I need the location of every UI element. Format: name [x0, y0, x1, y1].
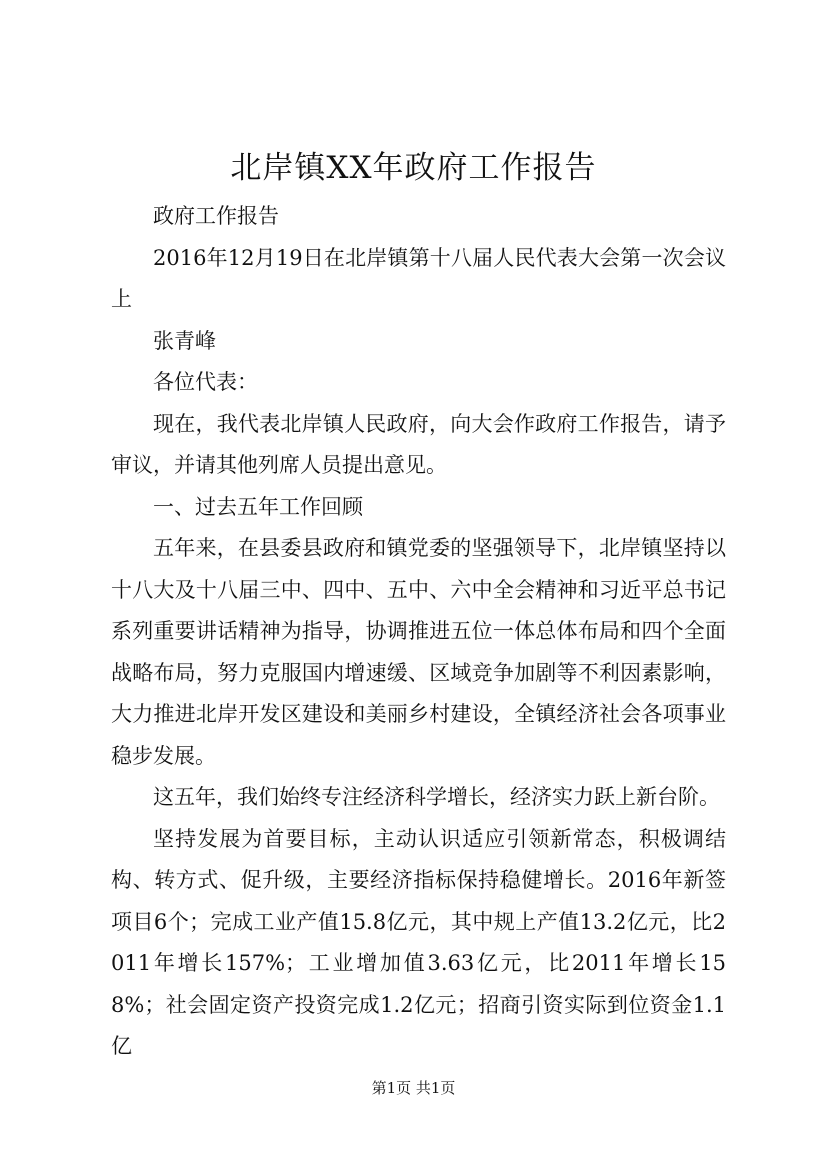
paragraph-review: 五年来，在县委县政府和镇党委的坚强领导下，北岸镇坚持以十八大及十八届三中、四中、五中、六中全会精神和习近平总书记系列重要讲话精神为指导，协调推进五位一体总体布局和四个全面战略布局，努力克服国内增速缓、区域竞争加剧等不利因素影响，大力推进北岸开发区建设和美丽乡村建设，全镇经济社会各项事业稳步发展。	[111, 536, 726, 768]
paragraph-intro: 现在，我代表北岸镇人民政府，向大会作政府工作报告，请予审议，并请其他列席人员提出意见。	[111, 411, 726, 477]
paragraph-date-venue: 2016年12月19日在北岸镇第十八届人民代表大会第一次会议上	[111, 245, 726, 311]
paragraph-economy-summary: 这五年，我们始终专注经济科学增长，经济实力跃上新台阶。	[153, 785, 720, 809]
paragraph-economy-detail: 坚持发展为首要目标，主动认识适应引领新常态，积极调结构、转方式、促升级，主要经济指标保持稳健增长。2016年新签项目6个；完成工业产值15.8亿元，其中规上产值13.2亿元，比2011年增长157%；工业增加值3.63亿元，比2011年增长158%；社会固定资产投资完成1.2亿元；招商引资实际到位资金1.1亿	[111, 826, 726, 1058]
paragraph-speaker: 张青峰	[153, 328, 216, 353]
document-title: 北岸镇XX年政府工作报告	[230, 150, 597, 186]
document-body	[111, 196, 726, 1068]
paragraph-subtitle: 政府工作报告	[153, 204, 279, 228]
section-heading: 一、过去五年工作回顾	[153, 494, 363, 519]
paragraph-salutation: 各位代表：	[153, 370, 258, 394]
page-footer: 第1页 共1页	[371, 1079, 456, 1097]
